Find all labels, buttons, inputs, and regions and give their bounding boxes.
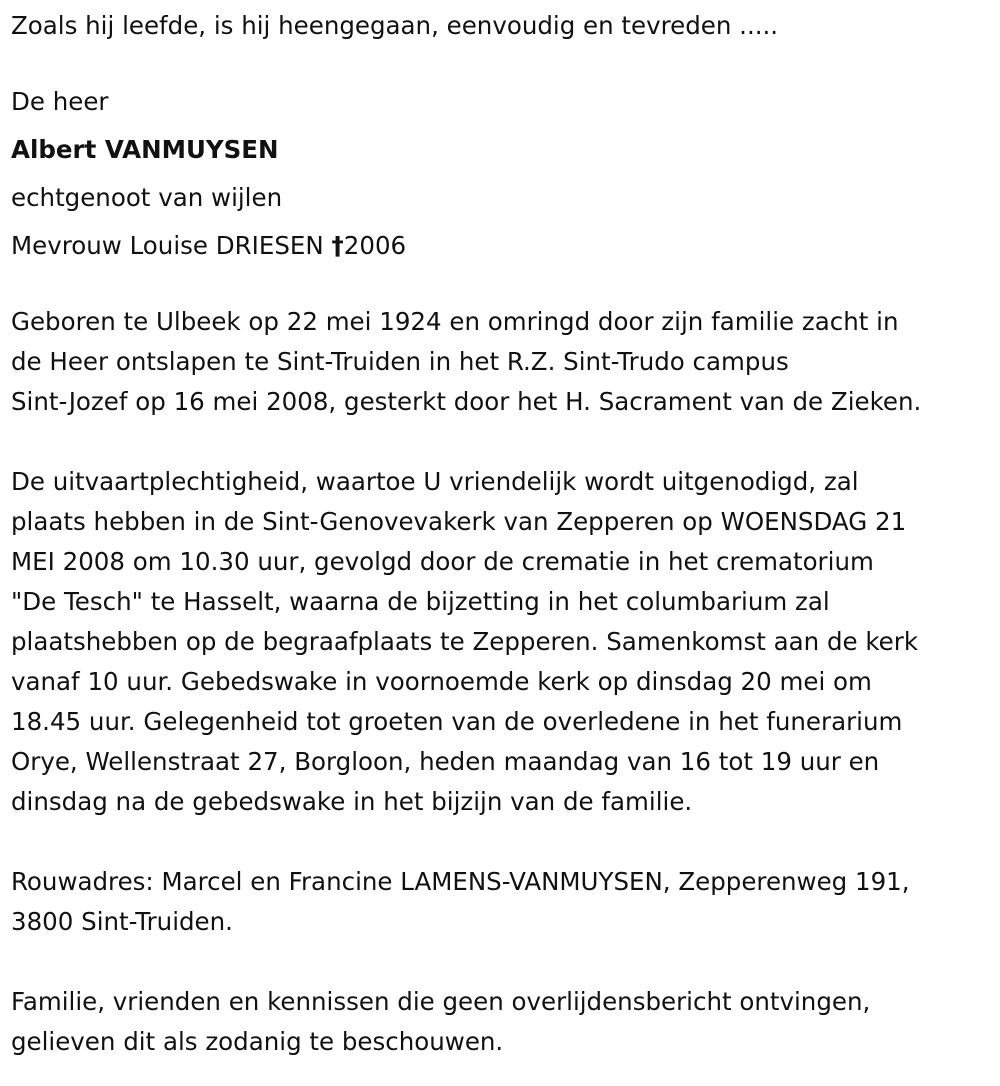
salutation: De heer xyxy=(11,87,109,116)
funeral-line: Orye, Wellenstraat 27, Borgloon, heden maandag van 16 tot 19 uur en xyxy=(11,747,880,776)
funeral-line: dinsdag na de gebedswake in het bijzijn van de familie. xyxy=(11,787,693,816)
spacer xyxy=(11,942,992,982)
funeral-line: plaatshebben op de begraafplaats te Zepperen. Samenkomst aan de kerk xyxy=(11,627,919,656)
birth-line: Geboren te Ulbeek op 22 mei 1924 en omringd door zijn familie zacht in xyxy=(11,307,899,336)
spacer xyxy=(11,822,992,862)
opening-quote: Zoals hij leefde, is hij heengegaan, eenvoudig en tevreden ..... xyxy=(11,11,779,40)
funeral-line: MEI 2008 om 10.30 uur, gevolgd door de crematie in het crematorium xyxy=(11,547,874,576)
funeral-line: plaats hebben in de Sint-Genovevakerk van Zepperen op WOENSDAG 21 xyxy=(11,507,907,536)
spacer xyxy=(11,270,992,302)
funeral-line: vanaf 10 uur. Gebedswake in voornoemde kerk op dinsdag 20 mei om xyxy=(11,667,872,696)
funeral-paragraph xyxy=(11,462,992,822)
funeral-line: "De Tesch" te Hasselt, waarna de bijzetting in het columbarium zal xyxy=(11,587,830,616)
cross-icon: † xyxy=(331,231,344,260)
spouse-line xyxy=(11,222,992,270)
spacer xyxy=(11,422,992,462)
address-paragraph xyxy=(11,862,992,942)
spacer xyxy=(11,46,992,78)
funeral-line: De uitvaartplechtigheid, waartoe U vriendelijk wordt uitgenodigd, zal xyxy=(11,467,859,496)
closing-line: Familie, vrienden en kennissen die geen overlijdensbericht ontvingen, xyxy=(11,987,871,1016)
closing-line: gelieven dit als zodanig te beschouwen. xyxy=(11,1027,504,1056)
deceased-name: Albert VANMUYSEN xyxy=(11,135,279,164)
birth-paragraph xyxy=(11,302,992,422)
closing-paragraph xyxy=(11,982,992,1062)
spouse-intro: echtgenoot van wijlen xyxy=(11,183,283,212)
funeral-line: 18.45 uur. Gelegenheid tot groeten van de overledene in het funerarium xyxy=(11,707,903,736)
spouse-year: 2006 xyxy=(343,231,407,260)
birth-line: de Heer ontslapen te Sint-Truiden in het R.Z. Sint-Trudo campus xyxy=(11,347,789,376)
spouse-name: Mevrouw Louise DRIESEN xyxy=(11,231,324,260)
address-line: Rouwadres: Marcel en Francine LAMENS-VANMUYSEN, Zepperenweg 191, xyxy=(11,867,910,896)
address-line: 3800 Sint-Truiden. xyxy=(11,907,233,936)
birth-line: Sint-Jozef op 16 mei 2008, gesterkt door het H. Sacrament van de Zieken. xyxy=(11,387,922,416)
